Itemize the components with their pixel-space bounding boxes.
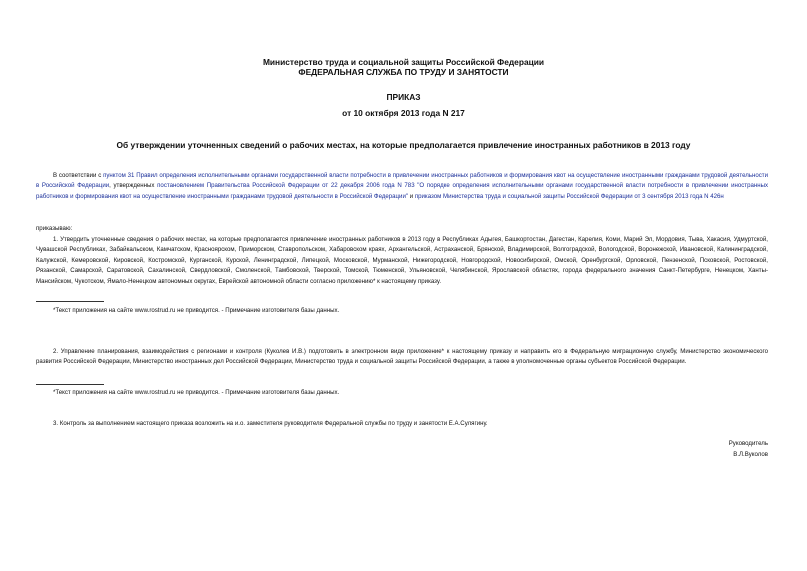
document-title: Об утверждении уточненных сведений о рабочих местах, на которые предполагается привлечение иностранных работников в 2013 году (116, 140, 691, 150)
ministry-name: Министерство труда и социальной защиты Российской Федерации (262, 57, 545, 67)
item-2-text: 2. Управление планирования, взаимодействия с регионами и контроля (Куколев И.В.) подготовить в электронном виде приложение* к настоящему приказу и направить его в Федеральную миграционную службу, Министерство экономического развития Российской Федерации, Министерство иностранных дел Российской Федерации, Министерство труда и социальной защиты Российской Федерации, а также в уполномоченные органы субъектов Российской Федерации. (36, 348, 768, 366)
footnote-divider-1 (36, 301, 104, 302)
order-word: приказываю: (36, 225, 73, 232)
item-1-text: 1. Утвердить уточненные сведения о рабочих местах, на которые предполагается привлечение иностранных работников в 2013 году в Республиках Адыгея, Башкортостан, Дагестан, Карелия, Коми, Марий Эл, Мордовия, Тыва, Хакасия, Удмуртской, Чувашской Республиках, Забайкальском, Камчатском, Красноярском, Приморском, Ставропольском, Хабаровском краях, Архангельской, Астраханской, Брянской, Владимирской, Волгоградской, Вологодской, Воронежской, Ивановской, Калининградской, Калужской, Кемеровской, Кировской, Костромской, Курганской, Курской, Ленинградской, Липецкой, Московской, Мурманской, Нижегородской, Новгородской, Новосибирской, Омской, Оренбургской, Орловской, Пензенской, Псковской, Ростовской, Рязанской, Самарской, Саратовской, Сахалинской, Свердловской, Смоленской, Тамбовской, Тверской, Томской, Тюменской, Ульяновской, Челябинской, Ярославской областях, города федерального значения Санкт-Петербурге, Ненецком, Ханты-Мансийском, Чукотском, Ямало-Ненецком автономных округах, Еврейской автономной области согласно приложению* к настоящему приказу. (36, 236, 768, 285)
footnote-divider-2 (36, 384, 104, 385)
item-3 (36, 419, 768, 429)
preamble-paragraph (36, 171, 768, 202)
item-1 (36, 235, 768, 287)
footnote-1: *Текст приложения на сайте www.rostrud.ru не приводится. - Примечание изготовителя базы данных. (53, 307, 340, 314)
item-2 (36, 347, 768, 368)
signature-name: В.Л.Вуколов (733, 451, 768, 458)
link-rules-item-31[interactable]: пунктом 31 Правил определения исполнительными органами государственной власти потребности в привлечении иностранных работников и формирования квот на осуществление иностранными гражданами трудовой деятельности в Российской Федерации (36, 172, 768, 190)
preamble-text-3: и (408, 192, 414, 200)
signature-position: Руководитель (728, 440, 768, 447)
link-government-resolution-783[interactable]: постановлением Правительства Российской Федерации от 22 декабря 2006 года N 783 "О порядке определения исполнительными органами государственной власти потребности в привлечении иностранных работников и формирования квот на осуществление иностранными гражданами трудовой деятельности в Российской Федерации" (36, 182, 768, 200)
service-name: ФЕДЕРАЛЬНАЯ СЛУЖБА ПО ТРУДУ И ЗАНЯТОСТИ (298, 67, 509, 77)
link-ministry-order-426n[interactable]: приказом Министерства труда и социальной защиты Российской Федерации от 3 сентября 2013 года N 426н (414, 192, 724, 200)
item-3-text: 3. Контроль за выполнением настоящего приказа возложить на и.о. заместителя руководителя Федеральной службы по труду и занятости Е.А.Сулягину. (53, 420, 488, 427)
preamble-text-1: В соответствии с (53, 172, 102, 179)
document-date-number: от 10 октября 2013 года N 217 (342, 108, 465, 118)
footnote-2: *Текст приложения на сайте www.rostrud.ru не приводится. - Примечание изготовителя базы данных. (53, 389, 340, 396)
preamble-text-2: , утвержденных (109, 182, 155, 190)
document-type: ПРИКАЗ (386, 92, 421, 102)
